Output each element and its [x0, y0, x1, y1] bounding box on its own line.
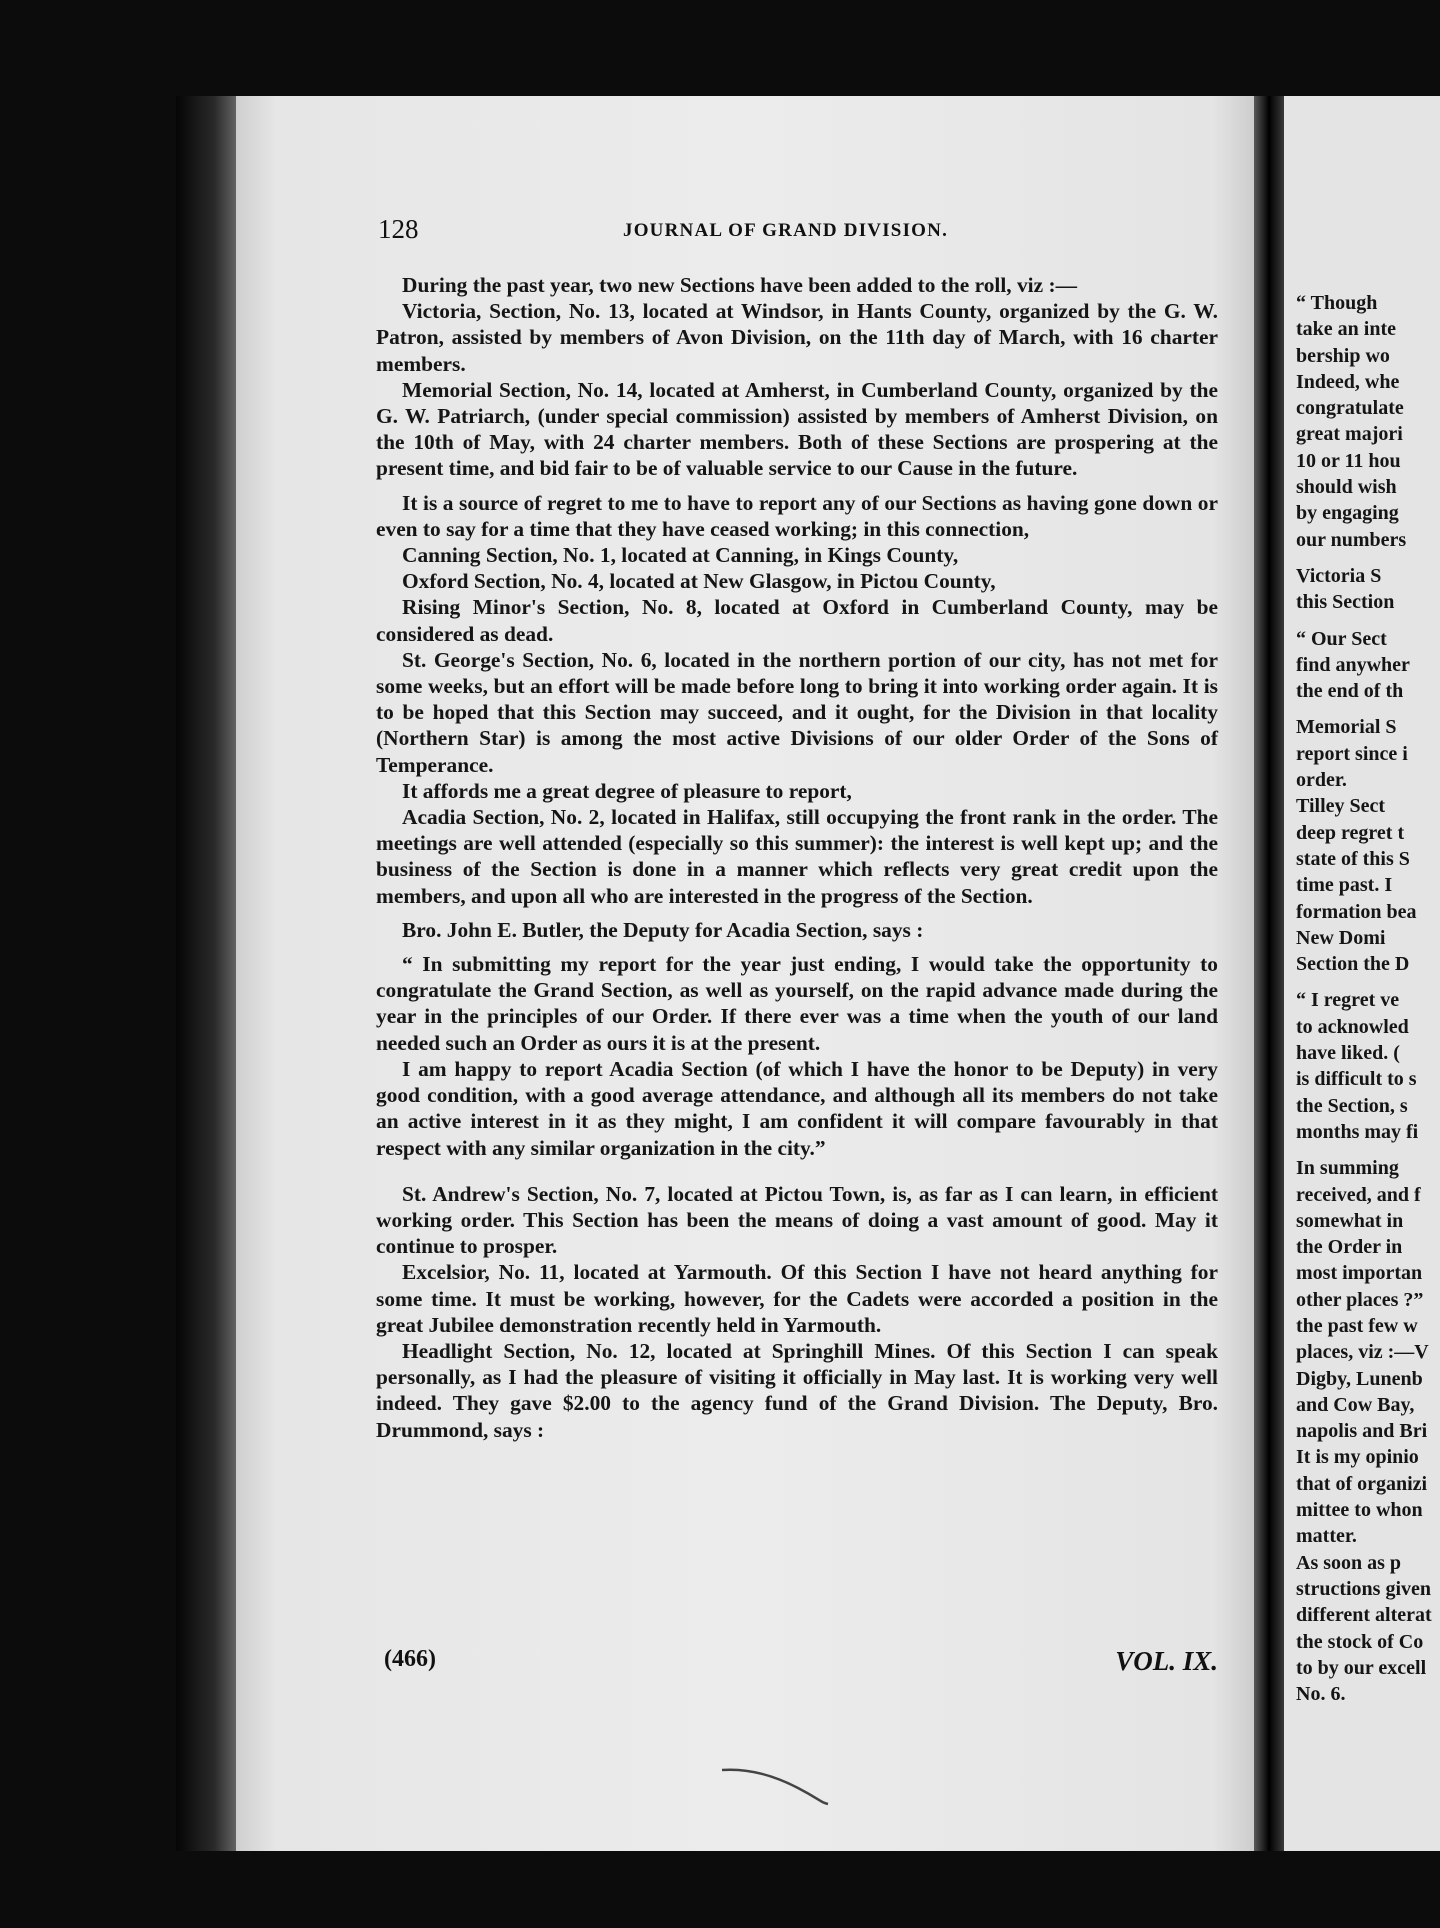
right-line: report since i — [1296, 742, 1408, 765]
batch-number: (466) — [384, 1646, 436, 1672]
right-line: find anywher — [1296, 653, 1410, 676]
right-line: matter. — [1296, 1525, 1357, 1548]
paragraph: It affords me a great degree of pleasure to report, — [402, 778, 852, 803]
right-line: Indeed, whe — [1296, 370, 1400, 393]
right-line: is difficult to s — [1296, 1068, 1417, 1091]
running-head: JOURNAL OF GRAND DIVISION. — [623, 220, 949, 241]
right-line: and Cow Bay, — [1296, 1393, 1415, 1416]
right-line: the stock of Co — [1296, 1630, 1424, 1653]
right-line: great majori — [1296, 423, 1403, 446]
book-gutter — [1254, 96, 1284, 1851]
paragraph: St. Andrew's Section, No. 7, located at Pictou Town, is, as far as I can learn, in efficient working order. This Section has been the means of doing a vast amount of good. May it continue to prosper. — [376, 1181, 1218, 1259]
paragraph: During the past year, two new Sections have been added to the roll, viz :— — [402, 273, 1077, 297]
paragraph: Canning Section, No. 1, located at Canning, in Kings County, — [402, 543, 959, 568]
paragraph: Oxford Section, No. 4, located at New Glasgow, in Pictou County, — [402, 569, 996, 594]
right-line: No. 6. — [1296, 1683, 1346, 1706]
right-line: Memorial S — [1296, 716, 1397, 739]
paragraph: Rising Minor's Section, No. 8, located at Oxford in Cumberland County, may be considered as dead. — [376, 595, 1218, 646]
right-line: It is my opinio — [1296, 1446, 1419, 1469]
right-line: In summing — [1296, 1157, 1399, 1180]
right-line: somewhat in — [1296, 1209, 1404, 1232]
right-line: different alterat — [1296, 1604, 1432, 1627]
right-line: take an inte — [1296, 318, 1396, 341]
right-line: “ Our Sect — [1296, 627, 1387, 650]
right-line: formation bea — [1296, 900, 1417, 923]
right-line: by engaging — [1296, 502, 1399, 525]
volume-label: VOL. IX. — [1115, 1646, 1218, 1676]
right-line: 10 or 11 hou — [1296, 449, 1401, 472]
right-line: should wish — [1296, 476, 1397, 499]
right-line: the Section, s — [1296, 1094, 1408, 1117]
right-line: structions given — [1296, 1577, 1431, 1600]
right-line: places, viz :—V — [1296, 1341, 1429, 1364]
page-footer — [384, 1646, 1218, 1682]
page-header — [378, 214, 1218, 254]
binding-shadow — [176, 96, 240, 1851]
quote-paragraph: I am happy to report Acadia Section (of which I have the honor to be Deputy) in very good condition, with a good average attendance, and although all its members do not take an active interest in it as they might, I am confident it will compare favourably in that respect with any similar organization in the city.” — [376, 1056, 1218, 1160]
ink-scratch-mark — [720, 1764, 830, 1806]
right-page — [1284, 96, 1440, 1851]
right-line: most importan — [1296, 1262, 1423, 1285]
right-line: received, and f — [1296, 1183, 1421, 1206]
right-line: that of organizi — [1296, 1472, 1428, 1495]
paragraph: Victoria, Section, No. 13, located at Windsor, in Hants County, organized by the G. W. Patron, assisted by members of Avon Division, on the 11th day of March, with 16 charter members. — [376, 299, 1218, 376]
paragraph: Memorial Section, No. 14, located at Amherst, in Cumberland County, organized by the G. W. Patriarch, (under special commission) assisted by members of Amherst Division, on the 10th of May, with 24 charter members. Both of these Sections are prospering at the present time, and bid fair to be of valuable service to our Cause in the future. — [376, 377, 1218, 481]
paragraph: Bro. John E. Butler, the Deputy for Acadia Section, says : — [402, 917, 924, 942]
right-line: bership wo — [1296, 344, 1390, 367]
right-line: months may fi — [1296, 1120, 1419, 1143]
page-number: 128 — [378, 214, 419, 244]
right-line: have liked. ( — [1296, 1042, 1400, 1065]
right-page-text — [1296, 290, 1440, 1707]
right-line: Digby, Lunenb — [1296, 1367, 1423, 1390]
right-line: this Section — [1296, 591, 1395, 614]
right-line: New Domi — [1296, 926, 1386, 949]
ink-scratch-stroke — [722, 1770, 828, 1804]
right-line: mittee to whon — [1296, 1499, 1423, 1522]
right-line: state of this S — [1296, 847, 1410, 870]
right-line: “ I regret ve — [1296, 989, 1400, 1012]
right-line: the end of th — [1296, 680, 1404, 703]
right-line: congratulate — [1296, 397, 1404, 420]
right-line: Victoria S — [1296, 564, 1382, 587]
right-line: the Order in — [1296, 1236, 1403, 1259]
right-line: our numbers — [1296, 528, 1407, 551]
right-line: other places ?” — [1296, 1288, 1424, 1311]
right-line: to by our excell — [1296, 1656, 1427, 1679]
right-line: deep regret t — [1296, 821, 1405, 844]
page-body — [376, 272, 1218, 1443]
right-line: As soon as p — [1296, 1551, 1402, 1574]
right-line: “ Though — [1296, 292, 1378, 314]
right-line: to acknowled — [1296, 1015, 1409, 1038]
right-line: the past few w — [1296, 1314, 1418, 1337]
quote-paragraph: “ In submitting my report for the year just ending, I would take the opportunity to congratulate the Grand Section, as well as yourself, on the rapid advance made during the year in the principles of our Order. If there ever was a time when the youth of our land needed such an Order as ours it is at the present. — [376, 952, 1218, 1055]
right-line: napolis and Bri — [1296, 1420, 1428, 1443]
paragraph: St. George's Section, No. 6, located in the northern portion of our city, has not met for some weeks, but an effort will be made before long to bring it into working order again. It is to be hoped that this Section may succeed, and it ought, for the Division in that locality (Northern Star) is among the most active Divisions of our older Order of the Sons of Temperance. — [376, 647, 1218, 777]
paragraph: Headlight Section, No. 12, located at Springhill Mines. Of this Section I can speak personally, as I had the pleasure of visiting it officially in May last. It is working very well indeed. They gave $2.00 to the agency fund of the Grand Division. The Deputy, Bro. Drummond, says : — [376, 1338, 1218, 1442]
right-line: Tilley Sect — [1296, 795, 1386, 818]
paragraph: Acadia Section, No. 2, located in Halifax, still occupying the front rank in the order. The meetings are well attended (especially so this summer): the interest is well kept up; and the business of the Section is done in a manner which reflects very great credit upon the members, and upon all who are interested in the progress of the Section. — [376, 805, 1218, 908]
right-line: Section the D — [1296, 953, 1410, 976]
paragraph: It is a source of regret to me to have to report any of our Sections as having gone down or even to say for a time that they have ceased working; in this connection, — [376, 490, 1218, 541]
right-line: order. — [1296, 769, 1347, 792]
paragraph: Excelsior, No. 11, located at Yarmouth. Of this Section I have not heard anything for some time. It must be working, however, for the Cadets were accorded a position in the great Jubilee demonstration recently held in Yarmouth. — [376, 1260, 1218, 1337]
right-line: time past. I — [1296, 874, 1393, 897]
